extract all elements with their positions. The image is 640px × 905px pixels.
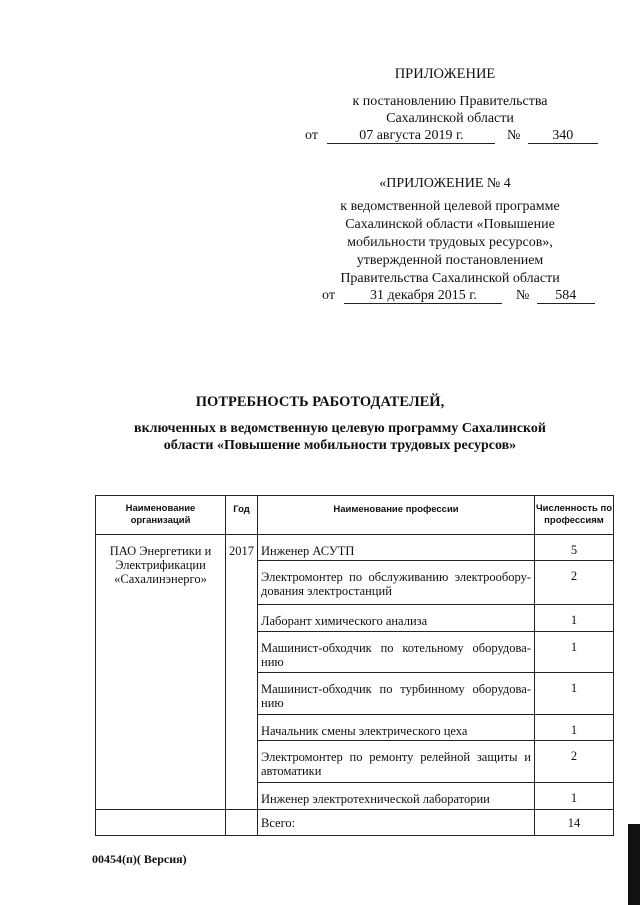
count-cell: 1: [535, 783, 614, 810]
employer-needs-table: [95, 495, 614, 836]
total-label: Всего:: [258, 810, 535, 836]
ot-label: от: [305, 128, 318, 143]
appendix4-title: «ПРИЛОЖЕНИЕ № 4: [379, 176, 511, 191]
number-field: 340: [528, 128, 598, 144]
number-label: №: [506, 128, 521, 143]
appendix4-line4: утвержденной постановлением: [356, 253, 544, 268]
table-row: [96, 535, 614, 561]
scan-edge-mark: [628, 824, 640, 905]
profession-cell: Электромонтер по ремонту релейной защиты и автоматики: [258, 741, 535, 783]
appendix-line1: к постановлению Правительства: [352, 94, 548, 109]
organization-cell: ПАО Энергетики и Электрификации «Сахалинэнерго»: [96, 535, 226, 810]
profession-cell: Лаборант химического анализа: [258, 605, 535, 632]
profession-cell: Начальник смены электрического цеха: [258, 715, 535, 741]
count-cell: 2: [535, 561, 614, 605]
header-count: Численность по профессиям: [535, 496, 614, 535]
appendix4-line5: Правительства Сахалинской области: [340, 271, 560, 286]
count-cell: 2: [535, 741, 614, 783]
profession-cell: Машинист-обходчик по турбинному оборудова-нию: [258, 673, 535, 715]
total-org-cell: [96, 810, 226, 836]
appendix-line2: Сахалинской области: [386, 111, 514, 126]
count-cell: 5: [535, 535, 614, 561]
number-label-2: №: [515, 288, 530, 303]
appendix4-line1: к ведомственной целевой программе: [340, 199, 560, 214]
header-org: Наименование организаций: [96, 496, 226, 535]
table-total-row: [96, 810, 614, 836]
count-cell: 1: [535, 673, 614, 715]
year-cell: 2017: [226, 535, 258, 810]
profession-cell: Инженер АСУТП: [258, 535, 535, 561]
doc-title-line1: ПОТРЕБНОСТЬ РАБОТОДАТЕЛЕЙ,: [195, 394, 445, 410]
ot-label-2: от: [322, 288, 335, 303]
header-year: Год: [226, 496, 258, 535]
appendix4-date-row: [322, 287, 595, 304]
profession-cell: Инженер электротехнической лаборатории: [258, 783, 535, 810]
count-cell: 1: [535, 632, 614, 673]
number-field-2: 584: [537, 288, 595, 304]
table-header-row: [96, 496, 614, 535]
count-cell: 1: [535, 605, 614, 632]
document-code: 00454(п)( Версия): [92, 852, 187, 866]
doc-title-line2: включенных в ведомственную целевую программу Сахалинской: [134, 421, 546, 436]
doc-title-line3: области «Повышение мобильности трудовых ресурсов»: [163, 438, 517, 453]
appendix4-line3: мобильности трудовых ресурсов»,: [347, 235, 553, 250]
total-year-cell: [226, 810, 258, 836]
date-field-2: 31 декабря 2015 г.: [344, 288, 502, 304]
count-cell: 1: [535, 715, 614, 741]
profession-cell: Машинист-обходчик по котельному оборудова-нию: [258, 632, 535, 673]
date-field: 07 августа 2019 г.: [327, 128, 495, 144]
appendix4-line2: Сахалинской области «Повышение: [345, 217, 555, 232]
header-profession: Наименование профессии: [258, 496, 535, 535]
total-value: 14: [535, 810, 614, 836]
appendix-date-row: [305, 127, 598, 144]
appendix-title: ПРИЛОЖЕНИЕ: [394, 66, 496, 82]
profession-cell: Электромонтер по обслуживанию электрообору-дования электростанций: [258, 561, 535, 605]
